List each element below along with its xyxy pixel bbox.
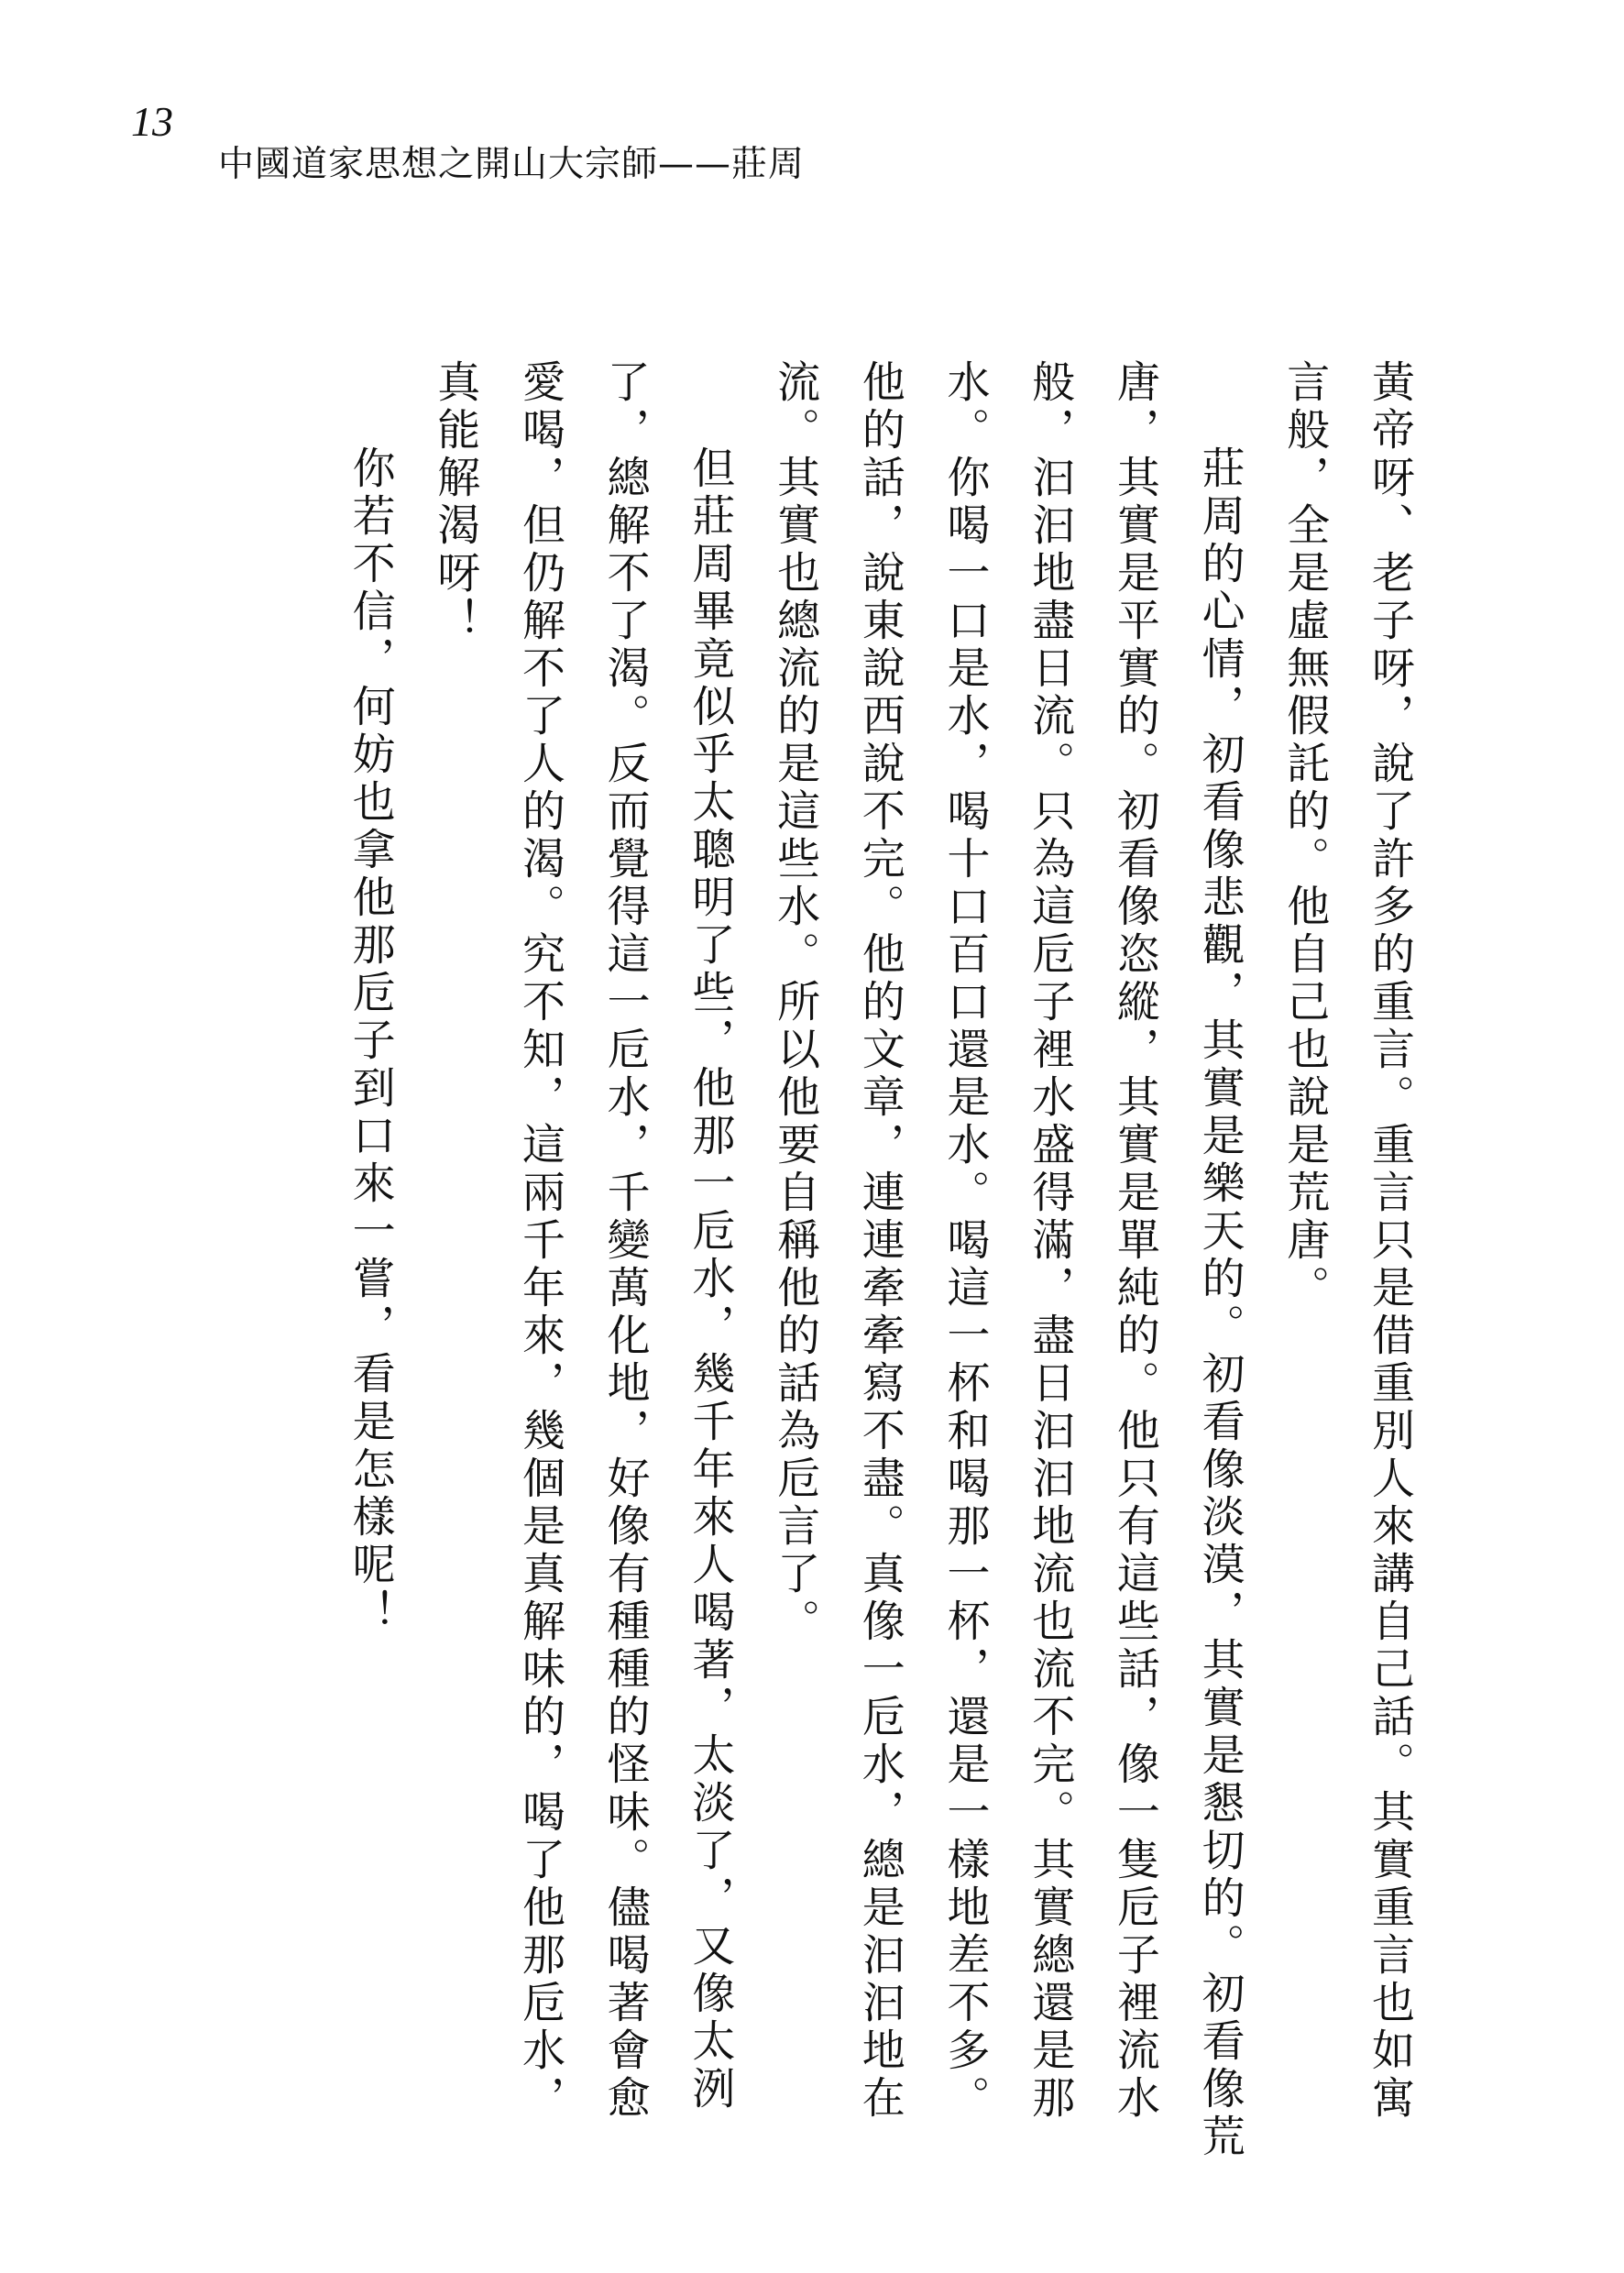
- paragraph-1: 黃帝呀、老子呀，說了許多的重言。重言只是借重別人來講自己話。其實重言也如寓言般，全是虛無假託的。他自己也說是荒唐。: [1279, 359, 1415, 2123]
- vertical-body-text: [345, 359, 1432, 2165]
- running-title: 中國道家思想之開山大宗師——莊周: [218, 144, 806, 185]
- page-number: 13: [131, 98, 173, 145]
- paragraph-3: 但莊周畢竟似乎太聰明了些，他那一卮水，幾千年來人喝著，太淡了，又像太洌了，總解不了渴。反而覺得這一卮水，千變萬化地，好像有種種的怪味。儘喝著會愈愛喝，但仍解不了人的渴。究不知，這兩千年來，幾個是真解味的，喝了他那卮水，真能解渴呀！: [430, 359, 736, 2123]
- paragraph-2: 莊周的心情，初看像悲觀，其實是樂天的。初看像淡漠，其實是懇切的。初看像荒唐，其實是平實的。初看像恣縱，其實是單純的。他只有這些話，像一隻卮子裡流水般，汩汩地盡日流。只為這卮子裡水盛得滿，盡日汩汩地流也流不完。其實總還是那水。你喝一口是水，喝十口百口還是水。喝這一杯和喝那一杯，還是一樣地差不多。他的話，說東說西說不完。他的文章，連連牽牽寫不盡。真像一卮水，總是汩汩地在流。其實也總流的是這些水。所以他要自稱他的話為卮言了。: [770, 359, 1245, 2161]
- paragraph-4: 你若不信，何妨也拿他那卮子到口來一嘗，看是怎樣呢！: [345, 445, 396, 1637]
